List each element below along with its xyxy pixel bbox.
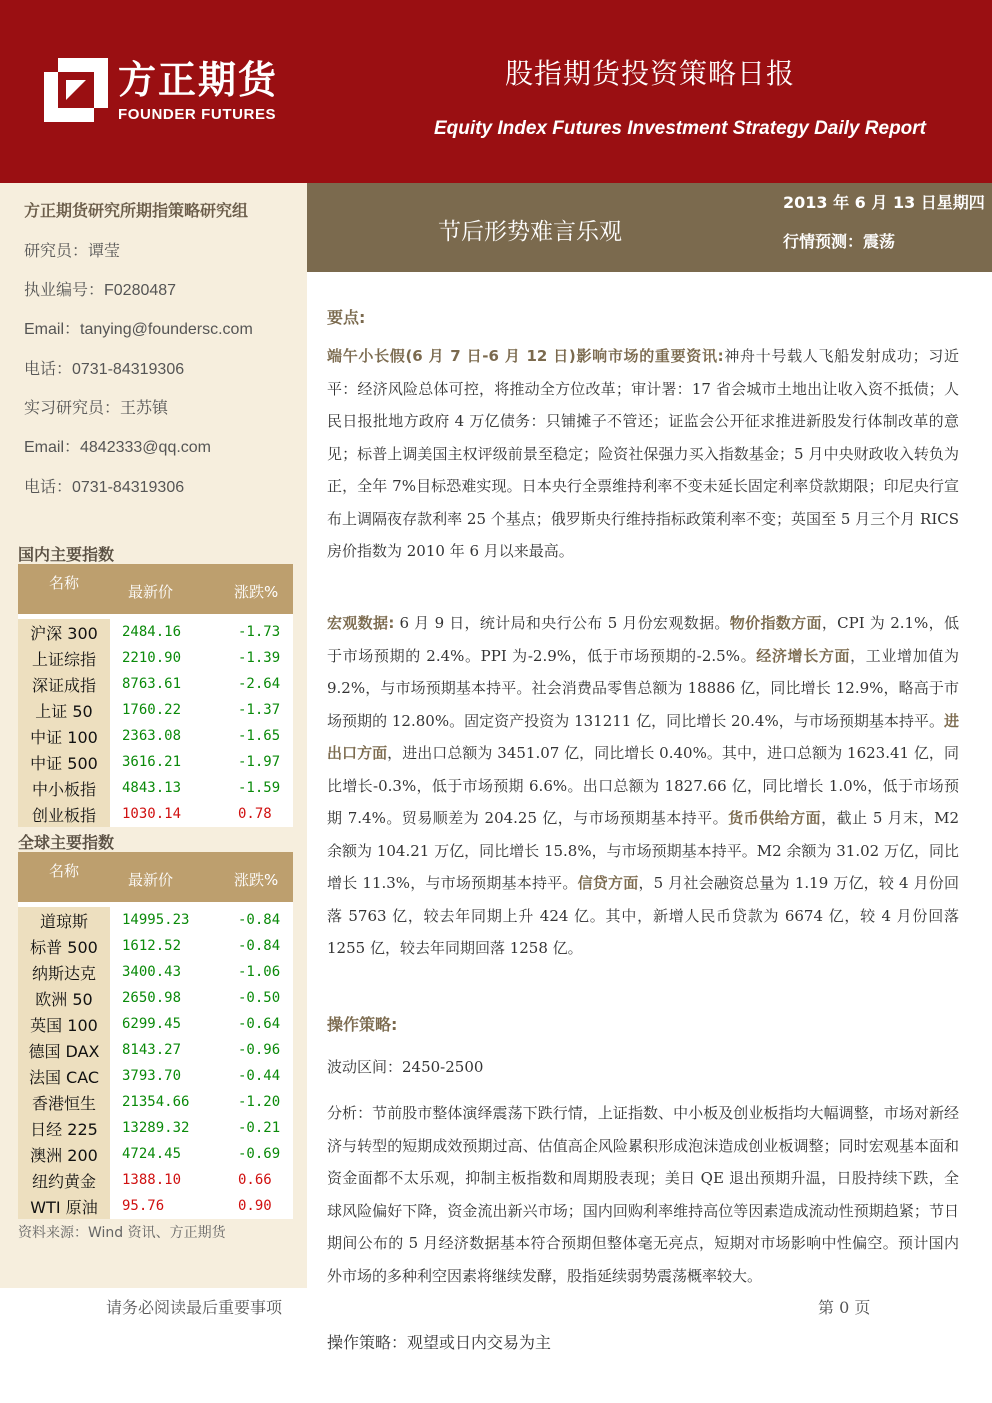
table-row — [18, 1193, 293, 1219]
table-row — [18, 645, 293, 671]
index-change: -1.37 — [238, 702, 281, 718]
index-change: -0.21 — [238, 1120, 281, 1136]
index-name: 德国 DAX — [18, 1037, 110, 1063]
index-name: 上证综指 — [18, 645, 110, 671]
macro-text-6: ，5 月社会融资总量为 1.19 万亿，较 4 月份回落 5763 亿，较去年同期上升 424 亿。其中，新增人民币贷款为 6674 亿，较 4 月份回落 1255 亿，较去年同期回落 1258 亿。 — [327, 874, 960, 957]
news-paragraph — [327, 340, 959, 568]
report-title-en: Equity Index Futures Investment Strategy Daily Report — [434, 118, 926, 139]
bottom-strategy: 操作策略：观望或日内交易为主 — [327, 1333, 552, 1352]
macro-text-2: ，CPI 为 2.1%，低于市场预期的 2.4%。PPI 为-2.9%，低于市场预期的-2.5%。 — [327, 614, 959, 665]
index-change: -1.59 — [238, 780, 281, 796]
table-row — [18, 1141, 293, 1167]
company-logo — [44, 58, 278, 123]
analysis-paragraph: 分析：节前股市整体演绎震荡下跌行情，上证指数、中小板及创业板指均大幅调整，市场对新经济与转型的短期成效预期过高、估值高企风险累积形成泡沫造成创业板调整；同时宏观基本面和资金面都不太乐观，抑制主板指数和周期股表现；美日 QE 退出预期升温，日股持续下跌，全球风险偏好下降，资金流出新兴市场；国内回购利率维持高位等因素造成流动性预期趋紧；节日期间公布的 5 月经济数据基本符合预期但整体毫无亮点，短期对市场影响中性偏空。预计国内外市场的多种利空因素将继续发酵，股指延续弱势震荡概率较大。 — [327, 1104, 959, 1285]
table-row — [18, 749, 293, 775]
table-row — [18, 775, 293, 801]
macro-text-3: ，工业增加值为 9.2%，与市场预期基本持平。社会消费品零售总额为 18886 亿，同比增长 12.9%，略高于市场预期的 12.80%。固定资产投资为 131211 亿，同比增长 20.4%，与市场预期基本持平。 — [327, 646, 959, 730]
index-change: 0.90 — [238, 1198, 272, 1214]
table-row — [18, 1037, 293, 1063]
header-name: 名称 — [18, 852, 110, 902]
index-change: -0.50 — [238, 990, 281, 1006]
macro-text-4: ，进出口总额为 3451.07 亿，同比增长 0.40%。其中，进口总额为 1623.41 亿，同比增长-0.3%，低于市场预期 6.6%。出口总额为 1827.66 亿，同比增长 1.0%，低于市场预期 7.4%。贸易顺差为 204.25 亿，与市场预期基本持平。 — [327, 744, 959, 827]
index-price: 95.76 — [122, 1198, 165, 1214]
table-row — [18, 671, 293, 697]
index-change: -1.65 — [238, 728, 281, 744]
table-row — [18, 1089, 293, 1115]
index-price: 8143.27 — [122, 1042, 182, 1058]
macro-text-1: 6 月 9 日，统计局和央行公布 5 月份宏观数据。 — [394, 614, 730, 632]
index-name: 中小板指 — [18, 775, 110, 801]
table-row — [18, 1063, 293, 1089]
macro-label: 宏观数据: — [327, 614, 395, 632]
logo-chinese: 方正期货 — [118, 58, 279, 102]
index-change: -0.44 — [238, 1068, 281, 1084]
index-change: -1.20 — [238, 1094, 281, 1110]
index-change: -1.97 — [238, 754, 281, 770]
index-price: 2650.98 — [122, 990, 182, 1006]
table-row — [18, 933, 293, 959]
strategy-label: 操作策略: — [327, 1015, 398, 1034]
table-row — [18, 985, 293, 1011]
macro-price-label: 物价指数方面 — [729, 614, 822, 632]
macro-text-5: ，截止 5 月末，M2 余额为 104.21 万亿，同比增长 15.8%，与市场预期基本持平。M2 余额为 31.02 万亿，同比增长 11.3%，与市场预期基本持平。 — [327, 809, 959, 892]
header-price: 最新价 — [110, 852, 216, 902]
index-name: 道琼斯 — [18, 907, 110, 933]
global-index-table — [18, 852, 293, 1219]
table-row — [18, 723, 293, 749]
footer-notice: 请务必阅读最后重要事项 — [106, 1298, 283, 1317]
header-change: 涨跌% — [216, 564, 293, 614]
index-name: 欧洲 50 — [18, 985, 110, 1011]
index-name: 创业板指 — [18, 801, 110, 827]
index-name: 中证 500 — [18, 749, 110, 775]
index-name: 法国 CAC — [18, 1063, 110, 1089]
index-change: 0.66 — [238, 1172, 272, 1188]
logo-english: FOUNDER FUTURES — [118, 106, 277, 123]
index-price: 1388.10 — [122, 1172, 182, 1188]
table-row — [18, 801, 293, 827]
header-price: 最新价 — [110, 564, 216, 614]
index-name: 中证 100 — [18, 723, 110, 749]
table-row — [18, 697, 293, 723]
index-change: -0.64 — [238, 1016, 281, 1032]
index-price: 4843.13 — [122, 780, 182, 796]
index-change: -0.96 — [238, 1042, 281, 1058]
report-date: 2013 年 6 月 13 日星期四 — [783, 193, 985, 212]
index-price: 2484.16 — [122, 624, 182, 640]
index-name: 纽约黄金 — [18, 1167, 110, 1193]
market-forecast: 行情预测：震荡 — [783, 232, 896, 251]
index-name: 纳斯达克 — [18, 959, 110, 985]
report-title-cn: 股指期货投资策略日报 — [505, 57, 796, 90]
news-text: 神舟十号载人飞船发射成功；习近平：经济风险总体可控，将推动全方位改革；审计署：17 省会城市土地出让收入资不抵债；人民日报批地方政府 4 万亿债务：只铺摊子不管还；证监会公开征求推进新股发行体制改革的意见；标普上调美国主权评级前景至稳定；险资社保强力买入指数基金；5 月中央财政收入转负为正，全年 7%目标恐难实现。日本央行全票维持利率不变未延长固定利率贷款期限；印尼央行宣布上调隔夜存款利率 25 个基点；俄罗斯央行维持指标政策利率不变；英国至 5 月三个月 RICS 房价指数为 2010 年 6 月以来最高。 — [327, 347, 959, 560]
index-name: 上证 50 — [18, 697, 110, 723]
index-name: WTI 原油 — [18, 1193, 110, 1219]
table-row — [18, 959, 293, 985]
index-price: 6299.45 — [122, 1016, 182, 1032]
index-change: -0.84 — [238, 938, 281, 954]
index-change: -1.73 — [238, 624, 281, 640]
index-price: 14995.23 — [122, 912, 190, 928]
index-change: -0.84 — [238, 912, 281, 928]
data-source: 资料来源：Wind 资讯、方正期货 — [18, 1225, 226, 1241]
index-price: 3400.43 — [122, 964, 182, 980]
header-change: 涨跌% — [216, 852, 293, 902]
analyst-name: 研究员：谭莹 — [24, 243, 121, 260]
table-row — [18, 907, 293, 933]
index-name: 标普 500 — [18, 933, 110, 959]
founder-logo-icon — [44, 58, 108, 122]
domestic-index-title: 国内主要指数 — [18, 545, 115, 564]
macro-paragraph — [327, 607, 959, 965]
index-name: 香港恒生 — [18, 1089, 110, 1115]
header-name: 名称 — [18, 564, 110, 614]
index-price: 3793.70 — [122, 1068, 182, 1084]
report-header — [0, 0, 992, 183]
table-row — [18, 1011, 293, 1037]
index-price: 8763.61 — [122, 676, 182, 692]
index-price: 1760.22 — [122, 702, 182, 718]
page-number: 第 0 页 — [818, 1298, 871, 1317]
index-price: 21354.66 — [122, 1094, 190, 1110]
key-points-label: 要点: — [327, 308, 366, 327]
index-change: 0.78 — [238, 806, 272, 822]
news-label: 端午小长假(6 月 7 日-6 月 12 日)影响市场的重要资讯: — [327, 347, 724, 365]
index-name: 英国 100 — [18, 1011, 110, 1037]
index-change: -1.06 — [238, 964, 281, 980]
index-price: 1030.14 — [122, 806, 182, 822]
index-name: 日经 225 — [18, 1115, 110, 1141]
index-price: 13289.32 — [122, 1120, 190, 1136]
intern-email: Email：4842333@qq.com — [24, 439, 212, 456]
license-number: 执业编号：F0280487 — [24, 282, 177, 299]
index-price: 2210.90 — [122, 650, 182, 666]
table-row — [18, 1167, 293, 1193]
index-price: 3616.21 — [122, 754, 182, 770]
research-group: 方正期货研究所期指策略研究组 — [24, 201, 249, 220]
index-name: 沪深 300 — [18, 619, 110, 645]
table-row — [18, 1115, 293, 1141]
macro-growth-label: 经济增长方面 — [756, 646, 851, 665]
index-price: 1612.52 — [122, 938, 182, 954]
domestic-index-table — [18, 564, 293, 827]
macro-money-label: 货币供给方面 — [728, 809, 822, 827]
index-name: 深证成指 — [18, 671, 110, 697]
index-price: 4724.45 — [122, 1146, 182, 1162]
index-change: -1.39 — [238, 650, 281, 666]
index-name: 澳洲 200 — [18, 1141, 110, 1167]
table-row — [18, 619, 293, 645]
global-index-title: 全球主要指数 — [18, 833, 115, 852]
index-change: -0.69 — [238, 1146, 281, 1162]
report-headline: 节后形势难言乐观 — [438, 219, 622, 245]
intern-name: 实习研究员：王苏镇 — [24, 400, 169, 417]
index-change: -2.64 — [238, 676, 281, 692]
macro-trade-label: 进出口方面 — [327, 711, 959, 762]
intern-phone: 电话：0731-84319306 — [24, 479, 185, 496]
fluctuation-range: 波动区间：2450-2500 — [327, 1058, 484, 1076]
analyst-phone: 电话：0731-84319306 — [24, 361, 185, 378]
analyst-email: Email：tanying@foundersc.com — [24, 321, 253, 338]
macro-credit-label: 信贷方面 — [577, 874, 639, 892]
index-price: 2363.08 — [122, 728, 182, 744]
